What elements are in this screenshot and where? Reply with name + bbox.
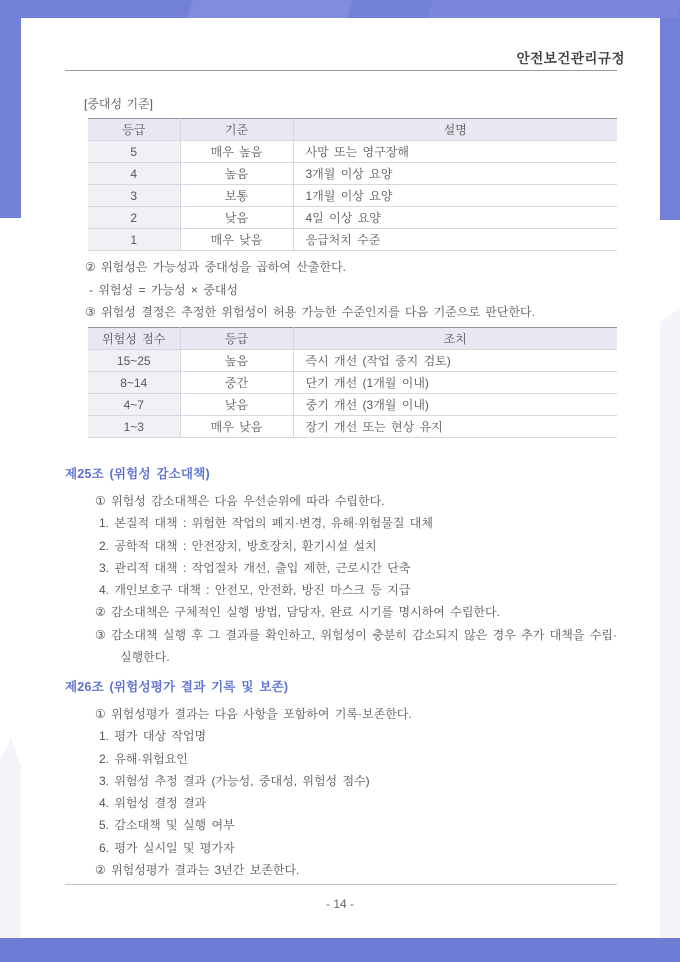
article-item: ① 위험성평가 결과는 다음 사항을 포함하여 기록·보존한다. bbox=[95, 707, 412, 721]
criteria-cell: 높음 bbox=[180, 163, 293, 185]
description-cell: 사망 또는 영구장해 bbox=[293, 141, 617, 163]
article-item: 4. 개인보호구 대책 : 안전모, 안전화, 방진 마스크 등 지급 bbox=[99, 583, 411, 598]
grade-cell: 4 bbox=[88, 163, 180, 185]
severity-table-caption: [중대성 기준] bbox=[84, 97, 153, 111]
score-cell: 15~25 bbox=[88, 350, 180, 372]
top-border-band bbox=[0, 0, 680, 18]
article-item: 1. 평가 대상 작업명 bbox=[99, 729, 207, 744]
grade-cell: 매우 낮음 bbox=[180, 416, 293, 438]
action-cell: 단기 개선 (1개월 이내) bbox=[293, 372, 617, 394]
page-number: - 14 - bbox=[325, 897, 354, 911]
top-band-facet bbox=[187, 0, 353, 18]
table-row bbox=[88, 163, 617, 185]
score-cell: 4~7 bbox=[88, 394, 180, 416]
table-header-row bbox=[88, 328, 617, 350]
header-divider bbox=[65, 70, 617, 71]
grade-cell: 중간 bbox=[180, 372, 293, 394]
grade-cell: 낮음 bbox=[180, 394, 293, 416]
table-row bbox=[88, 372, 617, 394]
description-cell: 4일 이상 요양 bbox=[293, 207, 617, 229]
table-header-row bbox=[88, 119, 617, 141]
action-cell: 장기 개선 또는 현상 유지 bbox=[293, 416, 617, 438]
action-cell: 즉시 개선 (작업 중지 검토) bbox=[293, 350, 617, 372]
top-band-facet bbox=[427, 0, 680, 18]
table-row bbox=[88, 350, 617, 372]
criteria-cell: 보통 bbox=[180, 185, 293, 207]
table-row bbox=[88, 394, 617, 416]
column-header: 등급 bbox=[88, 119, 180, 141]
table-row bbox=[88, 229, 617, 251]
article-26 bbox=[65, 677, 617, 881]
column-header: 위험성 점수 bbox=[88, 328, 180, 350]
column-header: 조치 bbox=[293, 328, 617, 350]
article-item: ③ 감소대책 실행 후 그 결과를 확인하고, 위험성이 충분히 감소되지 않은 경우 추가 대책을 수립·실행한다. bbox=[95, 627, 617, 665]
right-border-band bbox=[660, 18, 680, 220]
bottom-border-band bbox=[0, 938, 680, 962]
action-cell: 중기 개선 (3개월 이내) bbox=[293, 394, 617, 416]
article-item: 6. 평가 실시일 및 평가자 bbox=[99, 840, 235, 855]
article-item: 5. 감소대책 및 실행 여부 bbox=[99, 818, 235, 833]
score-cell: 8~14 bbox=[88, 372, 180, 394]
note-formula-line: - 위험성 = 가능성 × 중대성 bbox=[89, 282, 239, 297]
article-item: 2. 공학적 대책 : 안전장치, 방호장치, 환기시설 설치 bbox=[99, 538, 377, 553]
column-header: 등급 bbox=[180, 328, 293, 350]
article-item: ② 감소대책은 구체적인 실행 방법, 담당자, 완료 시기를 명시하여 수립한다. bbox=[95, 605, 500, 620]
table-row bbox=[88, 207, 617, 229]
note-line: ② 위험성은 가능성과 중대성을 곱하여 산출한다. bbox=[85, 260, 347, 274]
grade-cell: 2 bbox=[88, 207, 180, 229]
table-row bbox=[88, 416, 617, 438]
article-item: 2. 유해·위험요인 bbox=[99, 751, 188, 766]
criteria-cell: 매우 낮음 bbox=[180, 229, 293, 251]
article-item: ① 위험성 감소대책은 다음 우선순위에 따라 수립한다. bbox=[95, 494, 385, 508]
severity-table bbox=[88, 118, 617, 251]
grade-cell: 3 bbox=[88, 185, 180, 207]
footer-divider bbox=[65, 884, 617, 885]
risk-score-table bbox=[88, 327, 617, 438]
column-header: 기준 bbox=[180, 119, 293, 141]
grade-cell: 1 bbox=[88, 229, 180, 251]
article-25 bbox=[65, 464, 617, 668]
grade-cell: 높음 bbox=[180, 350, 293, 372]
description-cell: 응급처치 수준 bbox=[293, 229, 617, 251]
column-header: 설명 bbox=[293, 119, 617, 141]
note-line: ③ 위험성 결정은 추정한 위험성이 허용 가능한 수준인지를 다음 기준으로 판단한다. bbox=[85, 305, 535, 319]
description-cell: 1개월 이상 요양 bbox=[293, 185, 617, 207]
score-cell: 1~3 bbox=[88, 416, 180, 438]
table-row bbox=[88, 141, 617, 163]
article-item: ② 위험성평가 결과는 3년간 보존한다. bbox=[95, 863, 300, 878]
criteria-cell: 매우 높음 bbox=[180, 141, 293, 163]
document-title: 안전보건관리규정 bbox=[516, 51, 625, 66]
article-item: 4. 위험성 결정 결과 bbox=[99, 796, 207, 811]
table-row bbox=[88, 185, 617, 207]
grade-cell: 5 bbox=[88, 141, 180, 163]
article-item: 1. 본질적 대책 : 위험한 작업의 폐지·변경, 유해·위험물질 대체 bbox=[99, 516, 433, 531]
article-26-heading: 제26조 (위험성평가 결과 기록 및 보존) bbox=[65, 680, 289, 694]
article-25-heading: 제25조 (위험성 감소대책) bbox=[65, 467, 210, 481]
article-item: 3. 위험성 추정 결과 (가능성, 중대성, 위험성 점수) bbox=[99, 773, 370, 788]
right-light-accent bbox=[660, 308, 680, 938]
left-border-band bbox=[0, 18, 21, 218]
description-cell: 3개월 이상 요양 bbox=[293, 163, 617, 185]
risk-calculation-notes bbox=[65, 256, 617, 324]
article-item: 3. 관리적 대책 : 작업절차 개선, 출입 제한, 근로시간 단축 bbox=[99, 560, 411, 575]
criteria-cell: 낮음 bbox=[180, 207, 293, 229]
